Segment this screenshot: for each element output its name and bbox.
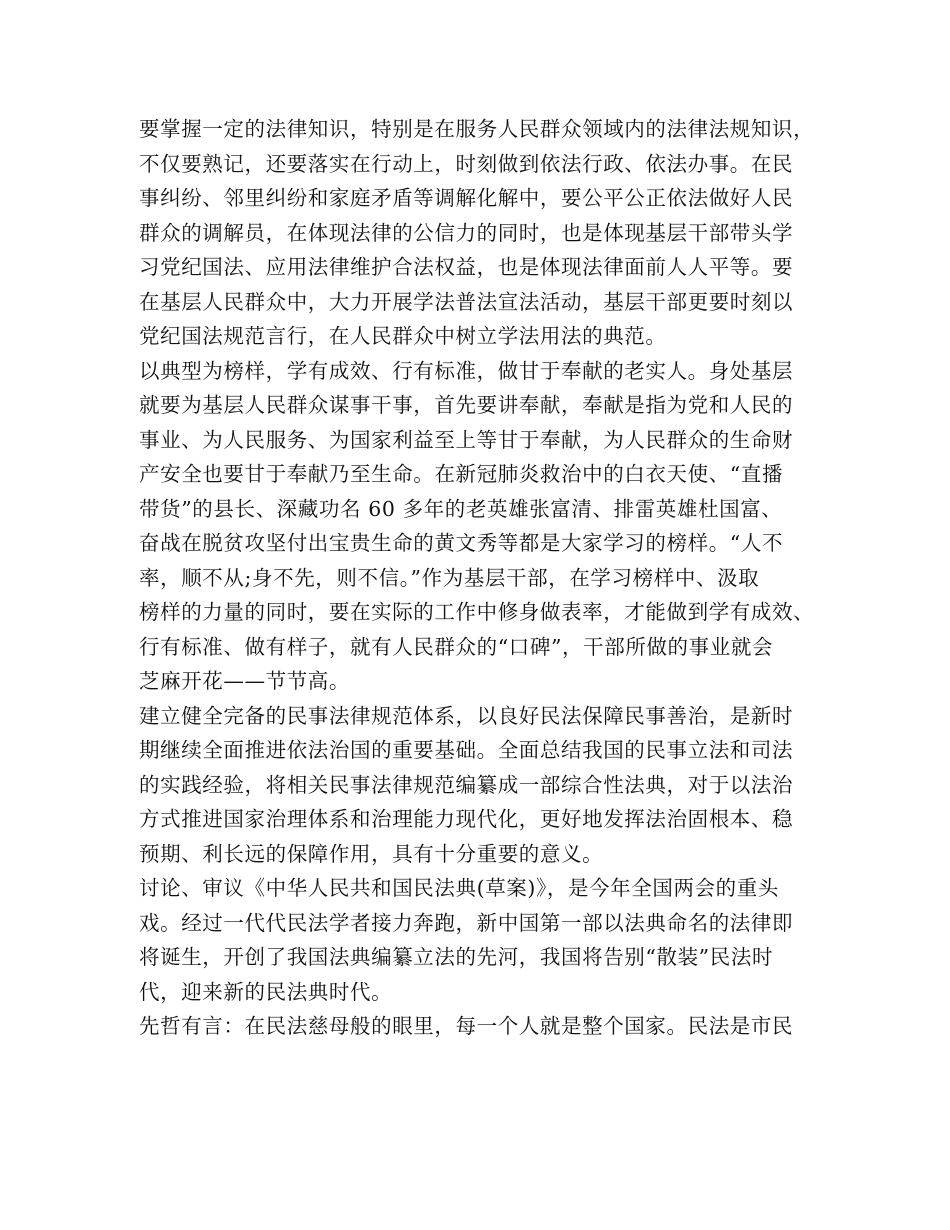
text-line: 带货”的县长、深藏功名 60 多年的老英雄张富清、排雷英雄杜国富、 — [139, 496, 783, 521]
paragraph-role-models — [139, 354, 819, 699]
text-line: 建立健全完备的民事法律规范体系，以良好民法保障民事善治，是新时 — [139, 703, 794, 728]
paragraph-philosopher-quote — [139, 1009, 819, 1044]
text-line: 预期、利长远的保障作用，具有十分重要的意义。 — [139, 841, 604, 866]
text-line: 行有标准、做有样子，就有人民群众的“口碑”，干部所做的事业就会 — [139, 634, 774, 659]
text-line: 方式推进国家治理体系和治理能力现代化，更好地发挥法治固根本、稳 — [139, 807, 794, 831]
text-line: 代，迎来新的民法典时代。 — [139, 979, 393, 1004]
text-line: 的实践经验，将相关民事法律规范编纂成一部综合性法典，对于以法治 — [139, 772, 794, 797]
paragraph-legal-knowledge — [139, 112, 819, 354]
text-line: 事业、为人民服务、为国家利益至上等甘于奉献，为人民群众的生命财 — [139, 427, 794, 452]
text-line: 党纪国法规范言行，在人民群众中树立学法用法的典范。 — [139, 324, 667, 348]
paragraph-civil-law-system — [139, 699, 819, 872]
text-line: 群众的调解员，在体现法律的公信力的同时，也是体现基层干部带头学 — [139, 220, 794, 245]
text-line: 讨论、审议《中华人民共和国民法典(草案)》，是今年全国两会的重头 — [139, 876, 779, 900]
text-line: 期继续全面推进依法治国的重要基础。全面总结我国的民事立法和司法 — [139, 738, 794, 762]
document-body — [139, 112, 819, 1044]
text-line: 奋战在脱贫攻坚付出宝贵生命的黄文秀等都是大家学习的榜样。“人不 — [139, 531, 784, 555]
paragraph-civil-code-draft — [139, 871, 819, 1009]
text-line: 事纠纷、邻里纠纷和家庭矛盾等调解化解中，要公平公正依法做好人民 — [139, 186, 794, 210]
text-line: 就要为基层人民群众谋事干事，首先要讲奉献，奉献是指为党和人民的 — [139, 393, 794, 417]
text-line: 戏。经过一代代民法学者接力奔跑，新中国第一部以法典命名的法律即 — [139, 910, 794, 935]
text-line: 要掌握一定的法律知识，特别是在服务人民群众领域内的法律法规知识， — [139, 117, 815, 141]
text-line: 芝麻开花——节节高。 — [139, 669, 350, 693]
text-line: 不仅要熟记，还要落实在行动上，时刻做到依法行政、依法办事。在民 — [139, 151, 794, 176]
text-line: 以典型为榜样，学有成效、行有标准，做甘于奉献的老实人。身处基层 — [139, 358, 794, 383]
text-line: 在基层人民群众中，大力开展学法普法宣法活动，基层干部更要时刻以 — [139, 289, 794, 314]
text-line: 先哲有言：在民法慈母般的眼里，每一个人就是整个国家。民法是市民 — [139, 1014, 794, 1038]
text-line: 率，顺不从;身不先，则不信。”作为基层干部，在学习榜样中、汲取 — [139, 565, 760, 590]
text-line: 榜样的力量的同时，要在实际的工作中修身做表率，才能做到学有成效、 — [139, 600, 815, 624]
text-line: 习党纪国法、应用法律维护合法权益，也是体现法律面前人人平等。要 — [139, 255, 794, 279]
text-line: 将诞生，开创了我国法典编纂立法的先河，我国将告别“散装”民法时 — [139, 945, 774, 969]
text-line: 产安全也要甘于奉献乃至生命。在新冠肺炎救治中的白衣天使、“直播 — [139, 462, 784, 486]
